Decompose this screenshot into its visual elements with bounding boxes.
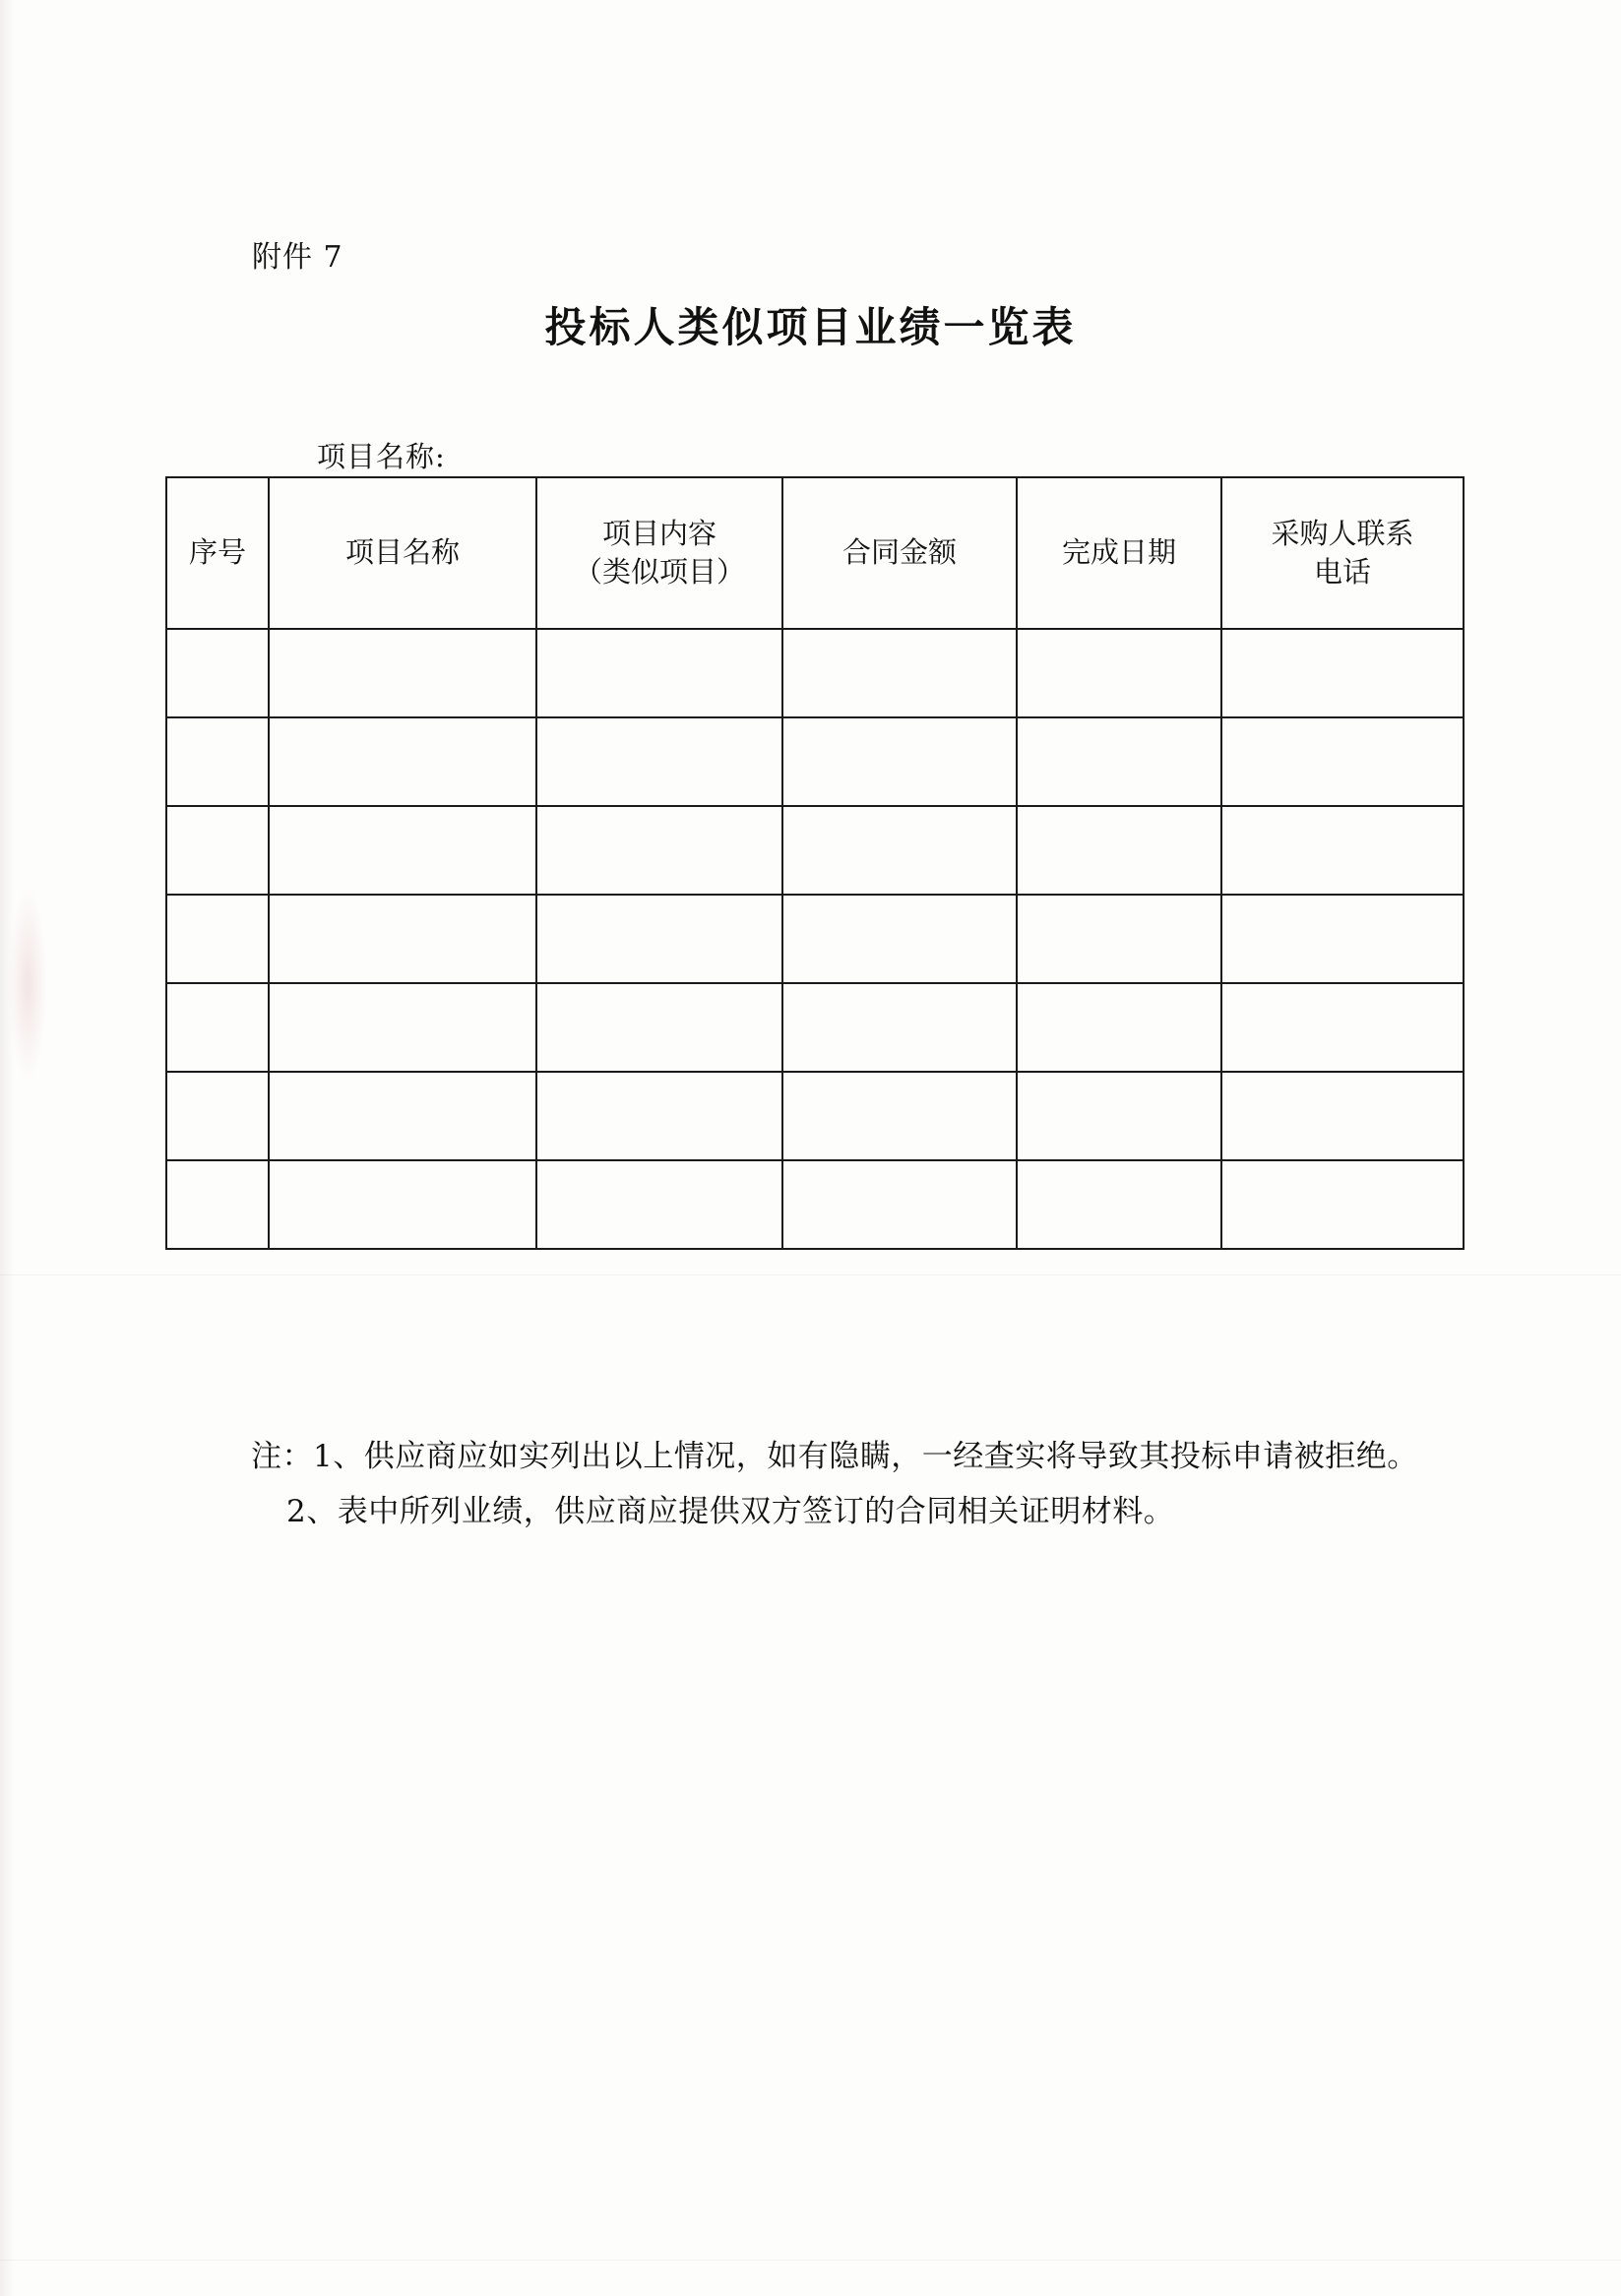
table-row: [166, 717, 1464, 806]
cell-purchaser-phone[interactable]: [1221, 629, 1464, 717]
note-item-1: 注：1、供应商应如实列出以上情况，如有隐瞒，一经查实将导致其投标申请被拒绝。: [251, 1439, 1418, 1474]
project-name-field-label: 项目名称:: [317, 440, 446, 473]
cell-completion-date[interactable]: [1017, 895, 1221, 983]
column-header-contract-amount: 合同金额: [782, 477, 1017, 629]
cell-contract-amount[interactable]: [782, 1160, 1017, 1249]
cell-sequence[interactable]: [166, 1072, 269, 1160]
table-row: [166, 895, 1464, 983]
cell-project-name[interactable]: [269, 806, 536, 895]
cell-purchaser-phone[interactable]: [1221, 895, 1464, 983]
table-row: [166, 1072, 1464, 1160]
note-item-2: 2、表中所列业绩，供应商应提供双方签订的合同相关证明材料。: [286, 1494, 1175, 1530]
column-header-project-content-line1: 项目内容: [601, 516, 717, 550]
cell-project-content[interactable]: [536, 895, 782, 983]
table-body: [166, 629, 1464, 1249]
cell-project-name[interactable]: [269, 1072, 536, 1160]
page-title: 投标人类似项目业绩一览表: [544, 303, 1077, 351]
cell-contract-amount[interactable]: [782, 629, 1017, 717]
table-row: [166, 806, 1464, 895]
cell-completion-date[interactable]: [1017, 717, 1221, 806]
column-header-purchaser-contact-line1: 采购人联系: [1271, 516, 1414, 550]
scan-line-artifact: [0, 2260, 1621, 2261]
cell-project-name[interactable]: [269, 1160, 536, 1249]
cell-project-name[interactable]: [269, 717, 536, 806]
table-header: [166, 477, 1464, 629]
cell-project-content[interactable]: [536, 717, 782, 806]
column-header-purchaser-contact-phone: [1221, 477, 1464, 629]
column-header-project-content: [536, 477, 782, 629]
cell-completion-date[interactable]: [1017, 806, 1221, 895]
column-header-sequence: 序号: [166, 477, 269, 629]
scan-line-artifact: [0, 1274, 1621, 1275]
cell-purchaser-phone[interactable]: [1221, 1072, 1464, 1160]
cell-completion-date[interactable]: [1017, 1160, 1221, 1249]
cell-project-content[interactable]: [536, 629, 782, 717]
table-row: [166, 1160, 1464, 1249]
table-header-row: [166, 477, 1464, 629]
cell-project-content[interactable]: [536, 806, 782, 895]
column-header-purchaser-contact-line2: 电话: [1313, 555, 1371, 589]
table-row: [166, 983, 1464, 1072]
cell-completion-date[interactable]: [1017, 629, 1221, 717]
cell-project-content[interactable]: [536, 1072, 782, 1160]
cell-project-content[interactable]: [536, 1160, 782, 1249]
cell-sequence[interactable]: [166, 717, 269, 806]
cell-purchaser-phone[interactable]: [1221, 1160, 1464, 1249]
table-row: [166, 629, 1464, 717]
cell-sequence[interactable]: [166, 1160, 269, 1249]
column-header-project-content-line2: （类似项目）: [573, 555, 745, 589]
column-header-completion-date: 完成日期: [1017, 477, 1221, 629]
performance-table: [165, 476, 1465, 1250]
cell-purchaser-phone[interactable]: [1221, 983, 1464, 1072]
cell-contract-amount[interactable]: [782, 1072, 1017, 1160]
cell-purchaser-phone[interactable]: [1221, 806, 1464, 895]
cell-project-name[interactable]: [269, 629, 536, 717]
cell-contract-amount[interactable]: [782, 717, 1017, 806]
cell-project-name[interactable]: [269, 983, 536, 1072]
cell-sequence[interactable]: [166, 895, 269, 983]
cell-project-name[interactable]: [269, 895, 536, 983]
scan-smudge-artifact: [8, 886, 47, 1083]
notes-section: [251, 1432, 1476, 1536]
cell-purchaser-phone[interactable]: [1221, 717, 1464, 806]
cell-sequence[interactable]: [166, 806, 269, 895]
cell-sequence[interactable]: [166, 983, 269, 1072]
cell-contract-amount[interactable]: [782, 806, 1017, 895]
column-header-project-name: 项目名称: [269, 477, 536, 629]
cell-project-content[interactable]: [536, 983, 782, 1072]
cell-contract-amount[interactable]: [782, 983, 1017, 1072]
cell-contract-amount[interactable]: [782, 895, 1017, 983]
cell-sequence[interactable]: [166, 629, 269, 717]
cell-completion-date[interactable]: [1017, 1072, 1221, 1160]
cell-completion-date[interactable]: [1017, 983, 1221, 1072]
attachment-label: 附件 7: [252, 240, 343, 275]
